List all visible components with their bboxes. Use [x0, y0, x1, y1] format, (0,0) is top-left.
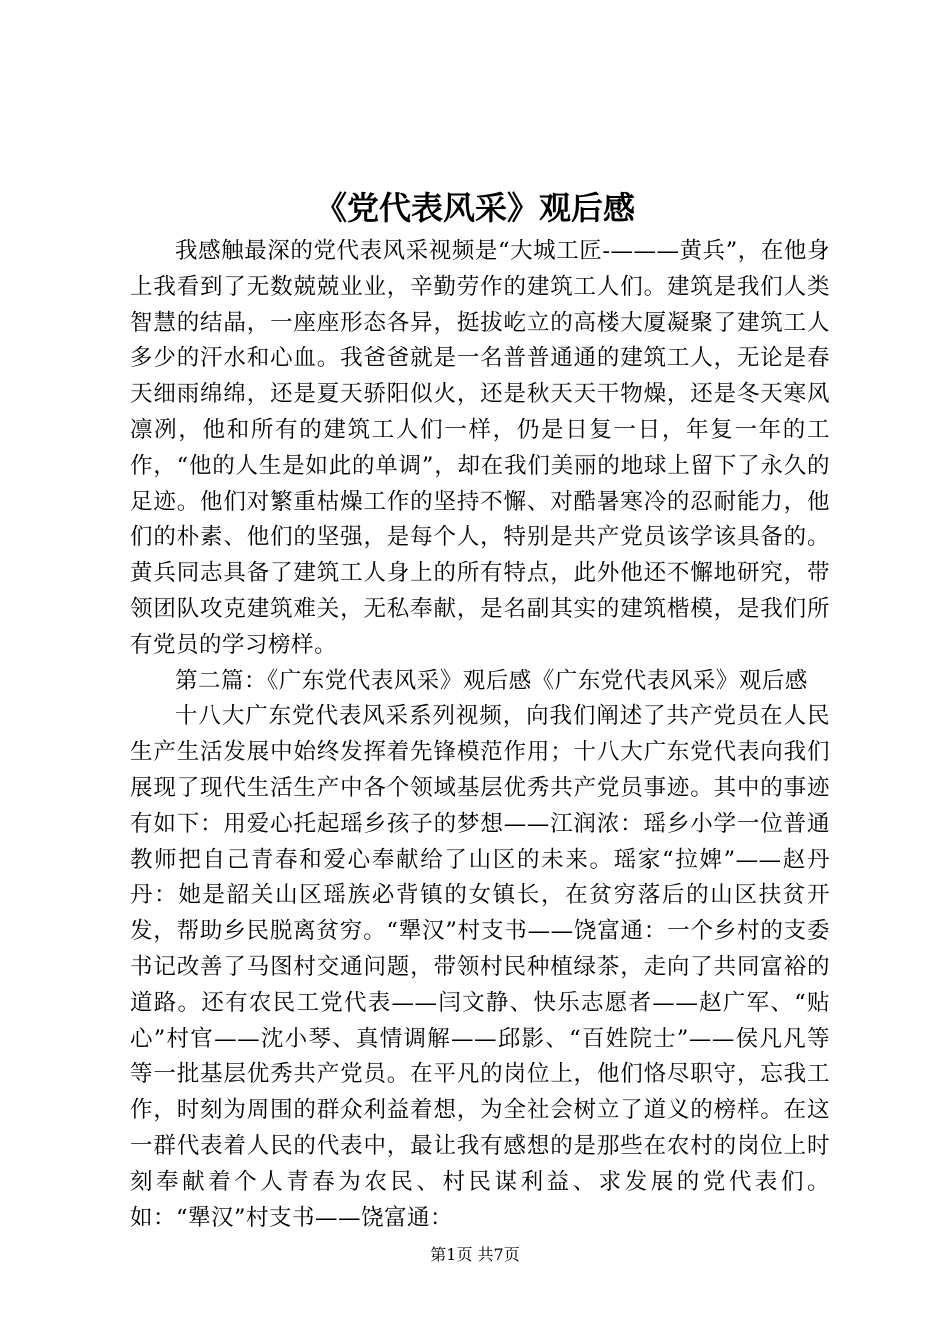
page-footer: 第1页 共7页 [430, 1245, 520, 1264]
document-title: 《党代表风采》观后感 [314, 189, 635, 227]
paragraph-3: 十八大广东党代表风采系列视频，向我们阐述了共产党员在人民生产生活发展中始终发挥着先锋模范作用；十八大广东党代表向我们展现了现代生活生产中各个领域基层优秀共产党员事迹。其中的事迹有如下：用爱心托起瑶乡孩子的梦想——江润浓：瑶乡小学一位普通教师把自己青春和爱心奉献给了山区的未来。瑶家“拉婢”——赵丹丹：她是韶关山区瑶族必背镇的女镇长，在贫穷落后的山区扶贫开发，帮助乡民脱离贫穷。“犟汉”村支书——饶富通：一个乡村的支委书记改善了马图村交通问题，带领村民种植绿茶，走向了共同富裕的道路。还有农民工党代表——闫文静、快乐志愿者——赵广军、“贴心”村官——沈小琴、真情调解——邱影、“百姓院士”——侯凡凡等等一批基层优秀共产党员。在平凡的岗位上，他们恪尽职守，忘我工作，时刻为周围的群众利益着想，为全社会树立了道义的榜样。在这一群代表着人民的代表中，最让我有感想的是那些在农村的岗位上时刻奉献着个人青春为农民、村民谋利益、求发展的党代表们。如：“犟汉”村支书——饶富通： [130, 703, 830, 1231]
document-body [130, 234, 830, 1236]
paragraph-2: 第二篇：《广东党代表风采》观后感《广东党代表风采》观后感 [175, 667, 808, 694]
paragraph-1: 我感触最深的党代表风采视频是“大城工匠-———黄兵”，在他身上我看到了无数兢兢业业，辛勤劳作的建筑工人们。建筑是我们人类智慧的结晶，一座座形态各异，挺拔屹立的高楼大厦凝聚了建筑工人多少的汗水和心血。我爸爸就是一名普普通通的建筑工人，无论是春天细雨绵绵，还是夏天骄阳似火，还是秋天天干物燥，还是冬天寒风凛冽，他和所有的建筑工人们一样，仍是日复一日，年复一年的工作，“他的人生是如此的单调”，却在我们美丽的地球上留下了永久的足迹。他们对繁重枯燥工作的坚持不懈、对酷暑寒冷的忍耐能力，他们的朴素、他们的坚强，是每个人，特别是共产党员该学该具备的。黄兵同志具备了建筑工人身上的所有特点，此外他还不懈地研究，带领团队攻克建筑难关，无私奉献，是名副其实的建筑楷模，是我们所有党员的学习榜样。 [130, 238, 830, 658]
